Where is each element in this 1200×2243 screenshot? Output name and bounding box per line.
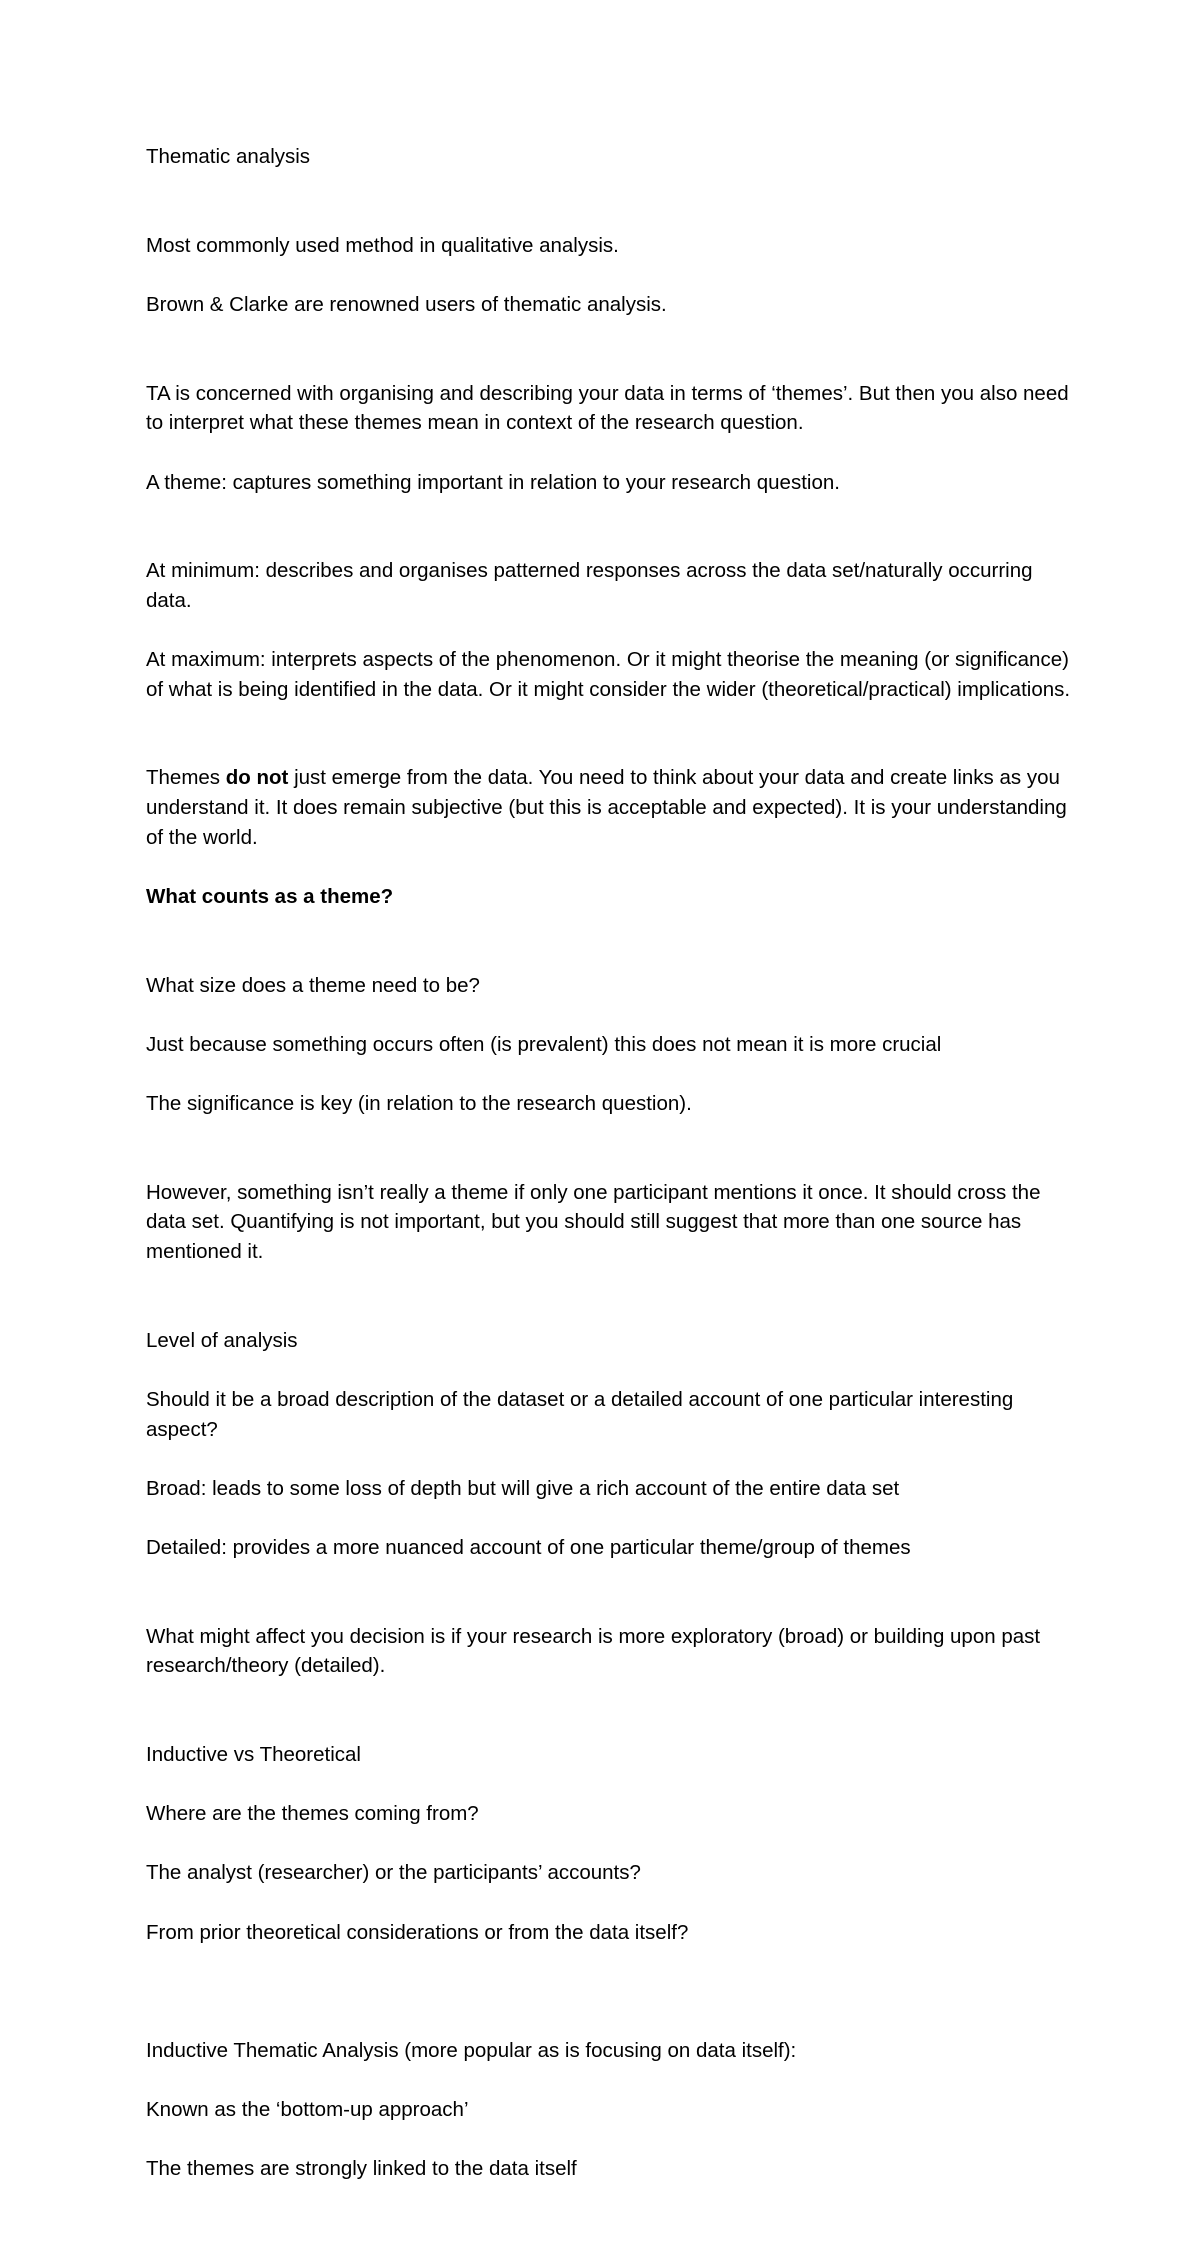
document-body: [146, 142, 1076, 2243]
intro-paragraph: [146, 201, 1076, 349]
level-line: Level of analysis: [146, 1328, 298, 1352]
inductive-line: Inductive vs Theoretical: [146, 1743, 361, 1767]
what-counts-heading: What counts as a theme?: [146, 884, 394, 908]
intro-line: Brown & Clarke are renowned users of thematic analysis.: [146, 292, 667, 316]
level-line: Should it be a broad description of the dataset or a detailed account of one particular interesting aspect?: [146, 1387, 1014, 1441]
level-line: Broad: leads to some loss of depth but will give a rich account of the entire data set: [146, 1476, 900, 1500]
min-max-paragraph: [146, 527, 1076, 734]
however-paragraph: However, something isn’t really a theme if only one participant mentions it once. It should cross the data set. Quantifying is not important, but you should still suggest that more than one source has mentioned it.: [146, 1180, 1041, 1263]
size-line: The significance is key (in relation to the research question).: [146, 1092, 692, 1115]
inductive-ta-line: Known as the ‘bottom-up approach’: [146, 2098, 469, 2122]
level-line: Detailed: provides a more nuanced account of one particular theme/group of themes: [146, 1535, 911, 1559]
inductive-section: [146, 1710, 1076, 1976]
inductive-line: From prior theoretical considerations or from the data itself?: [146, 1920, 689, 1944]
inductive-line: Where are the themes coming from?: [146, 1802, 479, 1826]
ta-concern-paragraph: TA is concerned with organising and describing your data in terms of ‘themes’. But then you also need to interpret what these themes mean in context of the research question.: [146, 381, 1069, 435]
themes-emerge-before: Themes: [146, 766, 226, 790]
inductive-ta-line: The themes are strongly linked to the data itself: [146, 2157, 577, 2181]
inductive-line: The analyst (researcher) or the participants’ accounts?: [146, 1861, 641, 1885]
size-section: [146, 941, 1076, 1148]
intro-line: Most commonly used method in qualitative analysis.: [146, 233, 619, 257]
document-title: Thematic analysis: [146, 145, 311, 168]
inductive-ta-section: [146, 2006, 1076, 2213]
level-section: [146, 1296, 1076, 1592]
size-line: What size does a theme need to be?: [146, 973, 480, 997]
themes-emerge-after: just emerge from the data. You need to think about your data and create links as you understand it. It does remain subjective (but this is acceptable and expected). It is your understanding of the world.: [146, 766, 1067, 849]
inductive-ta-line: Inductive Thematic Analysis (more popular as is focusing on data itself):: [146, 2039, 797, 2062]
maximum-text: At maximum: interprets aspects of the phenomenon. Or it might theorise the meaning (or significance) of what is being identified in the data. Or it might consider the wider (theoretical/practical) implications.: [146, 648, 1071, 701]
theme-definition-paragraph: A theme: captures something important in relation to your research question.: [146, 470, 840, 494]
themes-emerge-paragraph: [146, 763, 1076, 852]
decision-paragraph: What might affect you decision is if your research is more exploratory (broad) or building upon past research/theory (detailed).: [146, 1624, 1041, 1678]
minimum-text: At minimum: describes and organises patterned responses across the data set/naturally occurring data.: [146, 559, 1033, 612]
size-line: Just because something occurs often (is prevalent) this does not mean it is more crucial: [146, 1032, 942, 1056]
themes-emerge-bold: do not: [225, 766, 289, 790]
